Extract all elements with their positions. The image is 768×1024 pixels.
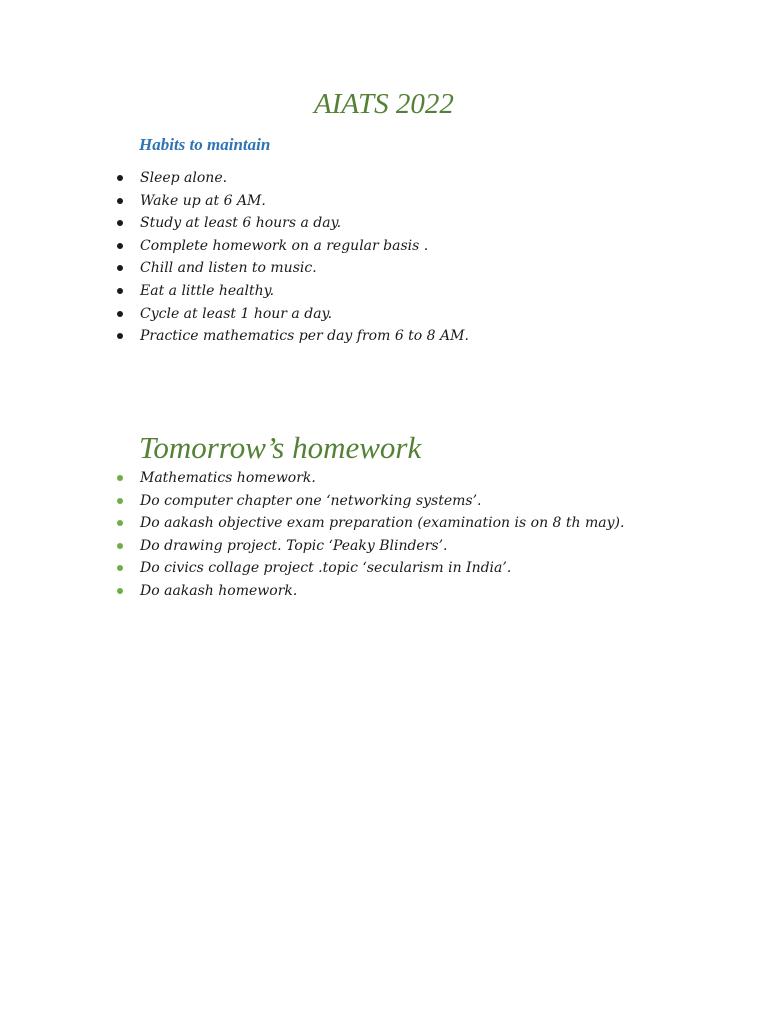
bullet-icon xyxy=(117,543,123,549)
bullet-icon xyxy=(117,243,123,249)
homework-item-text: Do computer chapter one ‘networking systems’. xyxy=(140,492,482,509)
bullet-icon xyxy=(117,520,123,526)
homework-item-text: Do aakash objective exam preparation (examination is on 8 th may). xyxy=(140,515,625,532)
bullet-icon xyxy=(117,565,123,571)
habits-item-text: Chill and listen to music. xyxy=(140,260,317,277)
bullet-icon xyxy=(117,220,123,226)
bullet-icon xyxy=(117,288,123,294)
habits-item-text: Complete homework on a regular basis . xyxy=(140,237,429,254)
bullet-icon xyxy=(117,333,123,339)
habits-item-text: Eat a little healthy. xyxy=(140,282,275,299)
habits-item-text: Practice mathematics per day from 6 to 8 AM. xyxy=(140,328,469,345)
bullet-icon xyxy=(117,498,123,504)
habits-heading: Habits to maintain xyxy=(139,135,271,154)
bullet-icon xyxy=(117,311,123,317)
habits-item-text: Sleep alone. xyxy=(140,170,228,186)
homework-item-text: Mathematics homework. xyxy=(140,470,316,486)
bullet-icon xyxy=(117,475,123,481)
homework-heading: Tomorrow’s homework xyxy=(139,430,422,465)
bullet-icon xyxy=(117,175,123,181)
habits-item-text: Study at least 6 hours a day. xyxy=(140,215,342,232)
bullet-icon xyxy=(117,265,123,271)
bullet-icon xyxy=(117,588,123,594)
homework-item-text: Do aakash homework. xyxy=(140,582,298,599)
habits-item-text: Cycle at least 1 hour a day. xyxy=(140,305,333,322)
homework-item-text: Do civics collage project .topic ‘secularism in India’. xyxy=(140,560,512,577)
bullet-icon xyxy=(117,198,123,204)
homework-item-text: Do drawing project. Topic ‘Peaky Blinders’. xyxy=(140,537,448,554)
habits-item-text: Wake up at 6 AM. xyxy=(140,192,266,209)
document-title: AIATS 2022 xyxy=(314,88,454,120)
